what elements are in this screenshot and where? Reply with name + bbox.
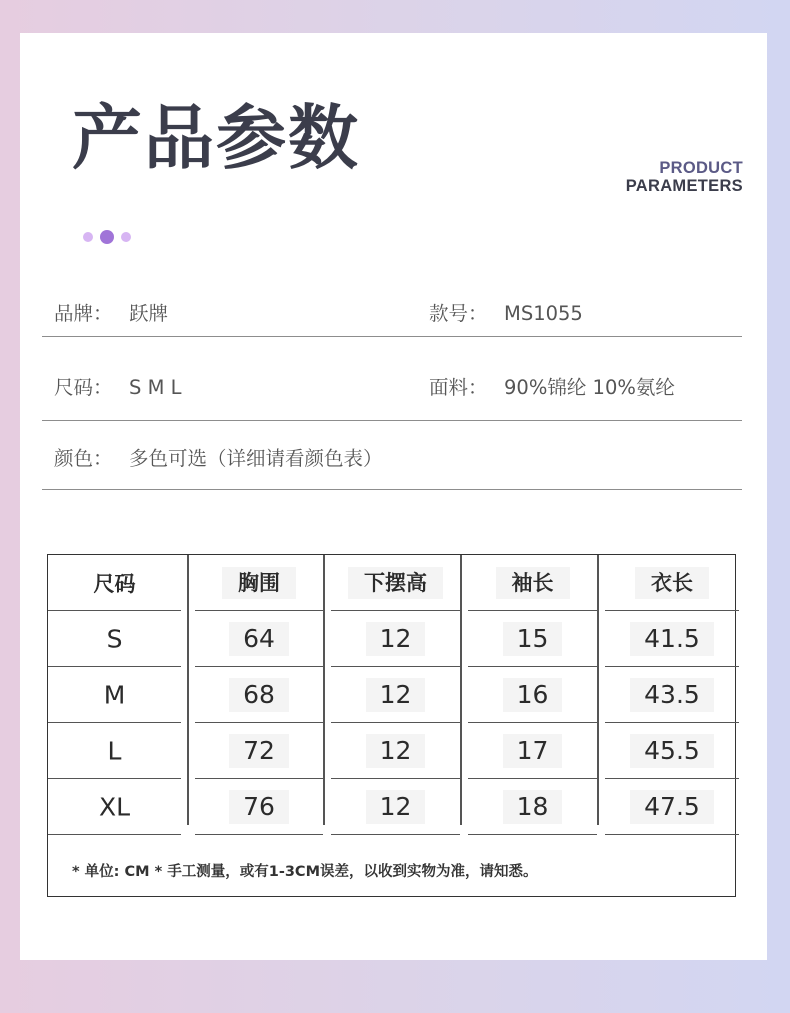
model-value: MS1055: [504, 302, 583, 325]
table-cell-chest: [195, 611, 323, 667]
cell-value: 43.5: [630, 678, 714, 712]
column-divider: [460, 555, 462, 825]
table-cell-hem-height: [331, 779, 460, 835]
fabric-value: 90%锦纶 10%氨纶: [504, 376, 675, 399]
brand-field: [54, 298, 168, 326]
column-divider: [323, 555, 325, 825]
cell-value: 12: [366, 734, 426, 768]
table-cell-chest: [195, 723, 323, 779]
fabric-field: [429, 372, 675, 400]
table-cell-sleeve: [468, 723, 597, 779]
dot-icon: [100, 230, 114, 244]
header-cell-size: [48, 555, 181, 611]
color-value: 多色可选（详细请看颜色表）: [129, 447, 383, 470]
cell-value: M: [103, 680, 126, 710]
model-label: 款号：: [429, 302, 488, 325]
size-label: 尺码：: [54, 376, 113, 399]
table-cell-length: [605, 723, 739, 779]
table-cell-hem-height: [331, 723, 460, 779]
header-cell-chest: [195, 555, 323, 611]
cell-value: S: [106, 624, 123, 654]
header-cell-length: [605, 555, 739, 611]
color-field: [54, 443, 383, 471]
model-field: [429, 298, 583, 326]
cell-value: L: [107, 736, 122, 766]
page-title: 产品参数: [72, 97, 360, 179]
header-cell-hem-height: [331, 555, 460, 611]
cell-value: 41.5: [630, 622, 714, 656]
table-cell-size: [48, 723, 181, 779]
table-cell-hem-height: [331, 611, 460, 667]
color-label: 颜色：: [54, 447, 113, 470]
header-label: 胸围: [222, 567, 296, 599]
table-cell-size: [48, 779, 181, 835]
cell-value: 45.5: [630, 734, 714, 768]
cell-value: 72: [229, 734, 289, 768]
cell-value: 76: [229, 790, 289, 824]
dot-icon: [121, 232, 131, 242]
fabric-label: 面料：: [429, 376, 488, 399]
size-chart-table: [47, 554, 736, 897]
brand-value: 跃牌: [129, 302, 169, 325]
brand-label: 品牌：: [54, 302, 113, 325]
dot-icon: [83, 232, 93, 242]
header-cell-sleeve: [468, 555, 597, 611]
cell-value: XL: [98, 792, 131, 822]
info-row-brand-model: [42, 283, 742, 337]
table-cell-chest: [195, 779, 323, 835]
size-field: [54, 372, 181, 400]
cell-value: 47.5: [630, 790, 714, 824]
cell-value: 64: [229, 622, 289, 656]
column-divider: [187, 555, 189, 825]
english-subtitle: [626, 159, 743, 195]
table-cell-length: [605, 611, 739, 667]
cell-value: 12: [366, 622, 426, 656]
header-label: 下摆高: [348, 567, 443, 599]
table-cell-chest: [195, 667, 323, 723]
subtitle-line-2: PARAMETERS: [625, 177, 743, 195]
product-parameters-card: [20, 33, 767, 960]
cell-value: 16: [503, 678, 563, 712]
table-cell-length: [605, 779, 739, 835]
header-label: 衣长: [635, 567, 709, 599]
column-divider: [597, 555, 599, 825]
header-label: 尺码: [93, 572, 136, 596]
info-row-size-fabric: [42, 336, 742, 421]
cell-value: 17: [503, 734, 563, 768]
size-value: S M L: [129, 376, 182, 399]
table-cell-sleeve: [468, 779, 597, 835]
measurement-note: * 单位: CM * 手工测量，或有1-3CM误差，以收到实物为准，请知悉。: [72, 864, 538, 880]
subtitle-line-1: PRODUCT: [659, 159, 743, 177]
table-cell-size: [48, 667, 181, 723]
table-cell-sleeve: [468, 611, 597, 667]
table-cell-length: [605, 667, 739, 723]
header-label: 袖长: [496, 567, 570, 599]
table-cell-size: [48, 611, 181, 667]
cell-value: 12: [366, 678, 426, 712]
cell-value: 15: [503, 622, 563, 656]
info-row-color: [42, 420, 742, 490]
table-cell-hem-height: [331, 667, 460, 723]
cell-value: 18: [503, 790, 563, 824]
cell-value: 68: [229, 678, 289, 712]
table-cell-sleeve: [468, 667, 597, 723]
cell-value: 12: [366, 790, 426, 824]
